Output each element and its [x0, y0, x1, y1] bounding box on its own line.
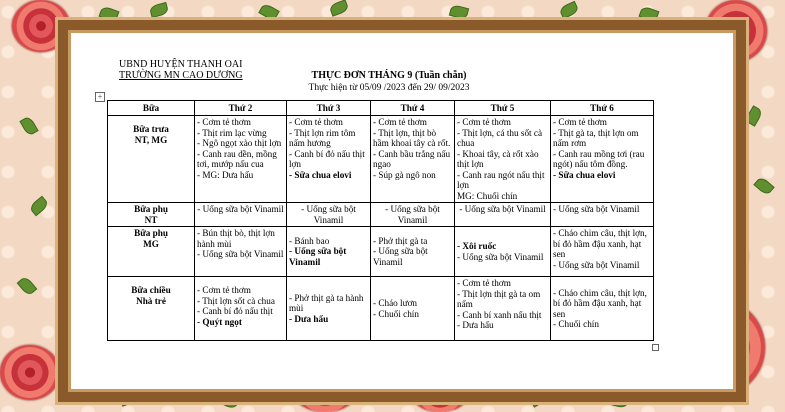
org-line-2: TRƯỜNG MN CAO DƯƠNG: [119, 70, 243, 81]
document-page: [79, 45, 656, 348]
rose-decoration-bottom-left: [0, 345, 60, 400]
page-subtitle: Thực hiện từ 05/09 /2023 đến 29/ 09/2023: [308, 83, 470, 93]
menu-cell: - Phở thịt gà ta hành mùi - Dưa hấu: [287, 277, 371, 341]
menu-cell: - Cơm tẻ thơm - Thịt lợn, thịt bò hầm khoai tây cà rốt. - Canh bầu trắng nấu ngao - Súp gà ngô non: [371, 116, 455, 203]
menu-cell: - Uống sữa bột Vinamil: [455, 203, 551, 227]
school-header: [119, 59, 243, 81]
menu-cell: - Bánh bao - Uống sữa bột Vinamil: [287, 227, 371, 277]
menu-cell: - Cơm tẻ thơm - Thịt lợn rim tôm nấm hương - Canh bí đỏ nấu thịt lợn - Sữa chua elovi: [287, 116, 371, 203]
menu-cell: - Xôi ruốc - Uống sữa bột Vinamil: [455, 227, 551, 277]
menu-title-block: [289, 70, 489, 94]
menu-cell: - Bún thịt bò, thịt lợn hành mùi - Uống sữa bột Vinamil: [195, 227, 287, 277]
table-header-row: [108, 101, 654, 116]
column-header: Thứ 2: [195, 101, 287, 116]
table-row: [108, 227, 654, 277]
meal-cell: Bữa trưa NT, MG: [108, 116, 195, 203]
menu-cell: - Uống sữa bột Vinamil: [371, 203, 455, 227]
menu-cell: - Cơm tẻ thơm - Thịt rim lạc vừng - Ngô ngọt xào thịt lợn - Canh rau dền, mồng tơi, mướp nấu cua - MG: Dưa hấu: [195, 116, 287, 203]
org-line-1: UBND HUYỆN THANH OAI: [119, 59, 243, 70]
table-resize-handle[interactable]: [652, 344, 659, 351]
table-move-handle-icon[interactable]: +: [95, 92, 105, 102]
meal-cell: Bữa phụ MG: [108, 227, 195, 277]
menu-cell: - Uống sữa bột Vinamil: [551, 203, 654, 227]
menu-cell: - Cháo chim câu, thịt lợn, bí đỏ hầm đậu xanh, hạt sen - Chuối chín: [551, 277, 654, 341]
menu-cell: - Cơm tẻ thơm - Thịt gà ta, thịt lợn om nấm rơm - Canh rau mồng tơi (rau ngót) nấu tôm đồng. - Sữa chua elovi: [551, 116, 654, 203]
column-header: Thứ 5: [455, 101, 551, 116]
menu-table: [107, 100, 654, 341]
menu-cell: - Cháo lươn - Chuối chín: [371, 277, 455, 341]
menu-cell: - Phở thịt gà ta - Uống sữa bột Vinamil: [371, 227, 455, 277]
column-header: Bữa: [108, 101, 195, 116]
menu-cell: - Cơm tẻ thơm - Thịt lợn thịt gà ta om nấm - Canh bí xanh nấu thịt - Dưa hấu: [455, 277, 551, 341]
menu-cell: - Cơm tẻ thơm - Thịt lợn sốt cà chua - Canh bí đỏ nấu thịt - Quýt ngọt: [195, 277, 287, 341]
table-row: [108, 277, 654, 341]
meal-cell: Bữa chiều Nhà trẻ: [108, 277, 195, 341]
column-header: Thứ 4: [371, 101, 455, 116]
menu-cell: - Uống sữa bột Vinamil: [195, 203, 287, 227]
menu-cell: - Cơm tẻ thơm - Thịt lợn, cá thu sốt cà chua - Khoai tây, cà rốt xào thịt lợn - Canh rau ngót nấu thịt lợn MG: Chuối chín: [455, 116, 551, 203]
page-title: THỰC ĐƠN THÁNG 9 (Tuần chẵn): [311, 70, 467, 81]
menu-cell: - Uống sữa bột Vinamil: [287, 203, 371, 227]
table-row: [108, 203, 654, 227]
column-header: Thứ 3: [287, 101, 371, 116]
menu-cell: - Cháo chim câu, thịt lợn, bí đỏ hầm đậu xanh, hạt sen - Uống sữa bột Vinamil: [551, 227, 654, 277]
meal-cell: Bữa phụ NT: [108, 203, 195, 227]
table-row: [108, 116, 654, 203]
column-header: Thứ 6: [551, 101, 654, 116]
